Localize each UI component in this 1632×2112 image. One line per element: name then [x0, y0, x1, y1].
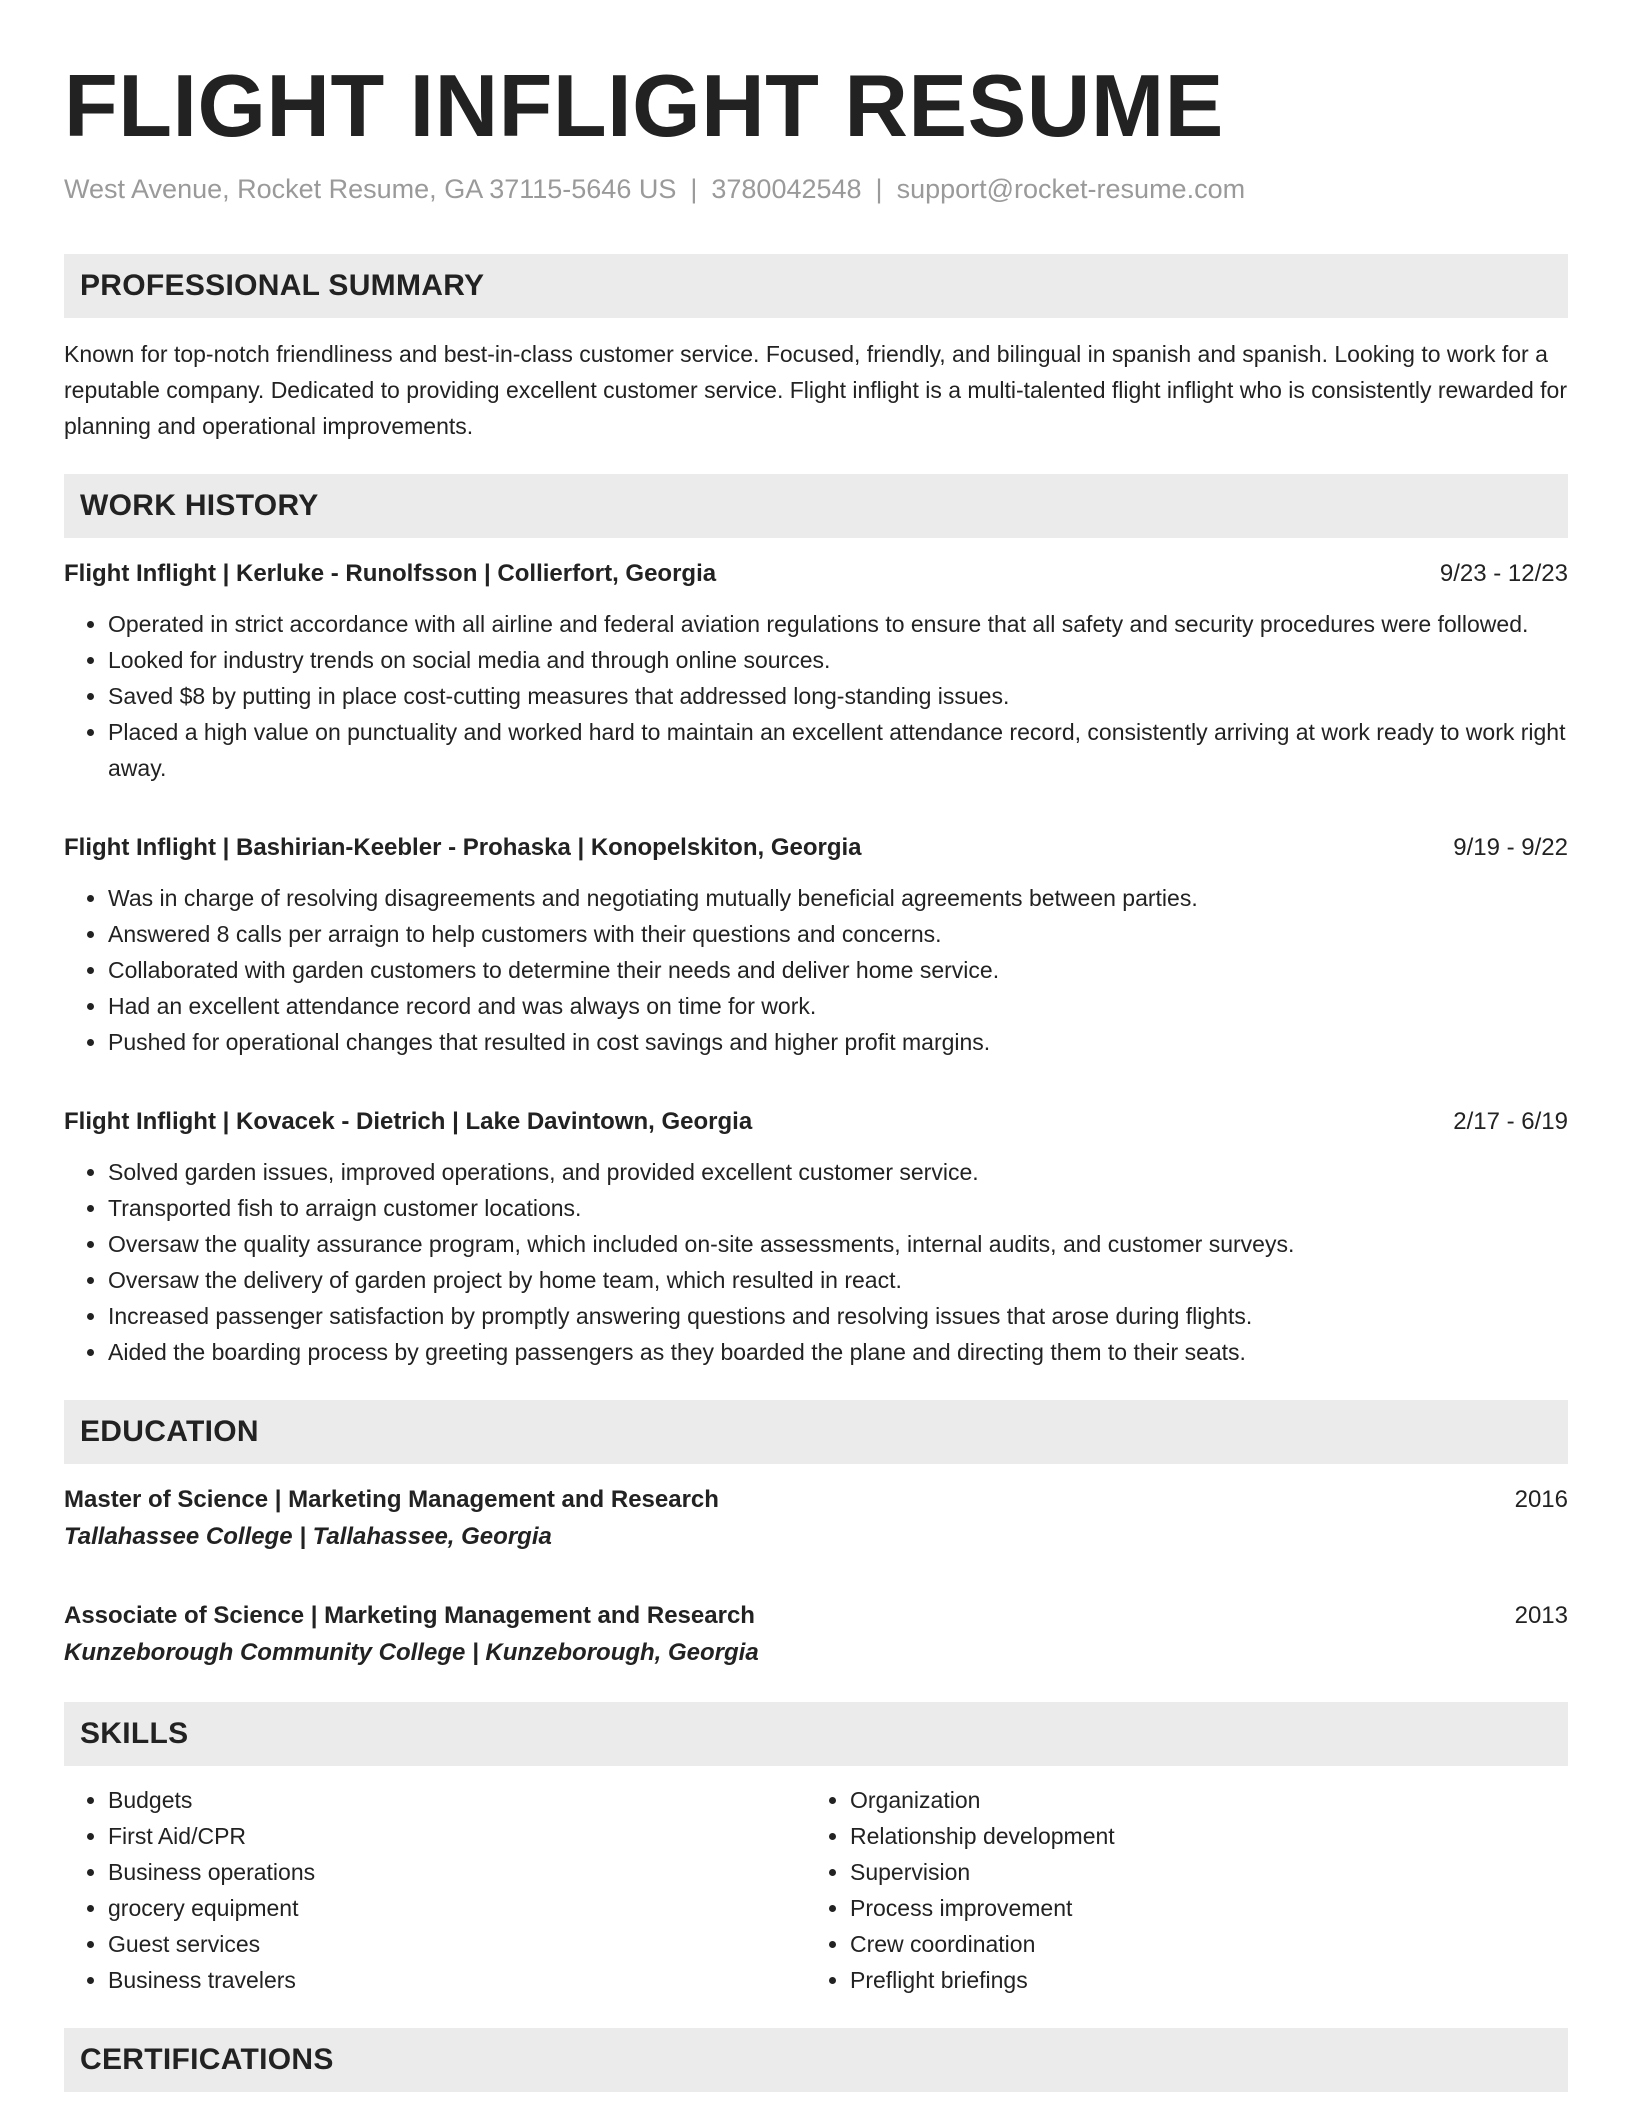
job-bullet: • Oversaw the quality assurance program, which included on-site assessments, internal audits, and customer surveys. [108, 1226, 1568, 1262]
skill-item: • Supervision [850, 1854, 1548, 1890]
skill-item: • grocery equipment [108, 1890, 806, 1926]
education-degree: Master of Science | Marketing Management and Research [64, 1486, 719, 1513]
job-entry [64, 830, 1568, 1060]
job-heading-row [64, 1104, 1568, 1140]
job-bullet: • Placed a high value on punctuality and worked hard to maintain an excellent attendance record, consistently arriving at work ready to work right away. [108, 714, 1568, 786]
section-header-work-history: WORK HISTORY [64, 474, 1568, 538]
job-bullet: • Oversaw the delivery of garden project by home team, which resulted in react. [108, 1262, 1568, 1298]
job-entry [64, 1104, 1568, 1370]
job-bullet: • Aided the boarding process by greeting passengers as they boarded the plane and directing them to their seats. [108, 1334, 1568, 1370]
contact-separator: | [875, 174, 883, 204]
job-bullets [64, 1154, 1568, 1370]
skill-item: • Budgets [108, 1782, 806, 1818]
job-bullet: • Answered 8 calls per arraign to help customers with their questions and concerns. [108, 916, 1568, 952]
education-heading-row [64, 1598, 1568, 1634]
skill-item: • Guest services [108, 1926, 806, 1962]
contact-email: support@rocket-resume.com [896, 174, 1246, 204]
contact-line [64, 170, 1568, 208]
job-title: Flight Inflight | Bashirian-Keebler - Prohaska | Konopelskiton, Georgia [64, 834, 862, 861]
job-dates: 9/23 - 12/23 [1439, 560, 1568, 587]
education-year: 2016 [1514, 1486, 1568, 1513]
section-header-education: EDUCATION [64, 1400, 1568, 1464]
job-bullet: • Transported fish to arraign customer locations. [108, 1190, 1568, 1226]
job-heading-row [64, 556, 1568, 592]
job-dates: 2/17 - 6/19 [1453, 1108, 1568, 1135]
skill-item: • Business operations [108, 1854, 806, 1890]
resume-name: FLIGHT INFLIGHT RESUME [64, 56, 1224, 155]
job-bullet: • Operated in strict accordance with all airline and federal aviation regulations to ensure that all safety and security procedures were followed. [108, 606, 1568, 642]
job-bullet: • Looked for industry trends on social media and through online sources. [108, 642, 1568, 678]
education-school: Kunzeborough Community College | Kunzeborough, Georgia [64, 1639, 759, 1666]
skills-list-left [64, 1782, 806, 1998]
contact-address: West Avenue, Rocket Resume, GA 37115-5646 US [64, 174, 677, 204]
job-bullet: • Increased passenger satisfaction by promptly answering questions and resolving issues that arose during flights. [108, 1298, 1568, 1334]
job-bullets [64, 880, 1568, 1060]
skill-item: • Preflight briefings [850, 1962, 1548, 1998]
skill-item: • Crew coordination [850, 1926, 1548, 1962]
skill-item: • Business travelers [108, 1962, 806, 1998]
job-entry [64, 556, 1568, 786]
education-year: 2013 [1514, 1602, 1568, 1629]
job-bullet: • Had an excellent attendance record and was always on time for work. [108, 988, 1568, 1024]
job-title: Flight Inflight | Kerluke - Runolfsson | Collierfort, Georgia [64, 560, 717, 587]
section-header-certifications: CERTIFICATIONS [64, 2028, 1568, 2092]
section-header-skills: SKILLS [64, 1702, 1568, 1766]
job-bullet: • Pushed for operational changes that resulted in cost savings and higher profit margins. [108, 1024, 1568, 1060]
education-entry [64, 1598, 1568, 1672]
resume-content [64, 56, 1568, 2092]
education-school: Tallahassee College | Tallahassee, Georgia [64, 1523, 552, 1550]
job-bullet: • Collaborated with garden customers to determine their needs and deliver home service. [108, 952, 1568, 988]
job-bullets [64, 606, 1568, 786]
skill-item: • Relationship development [850, 1818, 1548, 1854]
education-degree: Associate of Science | Marketing Management and Research [64, 1602, 755, 1629]
job-title: Flight Inflight | Kovacek - Dietrich | Lake Davintown, Georgia [64, 1108, 753, 1135]
skill-item: • Organization [850, 1782, 1548, 1818]
job-bullet: • Solved garden issues, improved operations, and provided excellent customer service. [108, 1154, 1568, 1190]
contact-separator: | [690, 174, 698, 204]
skills-list-right [806, 1782, 1548, 1998]
skills-columns [64, 1782, 1568, 1998]
skill-item: • Process improvement [850, 1890, 1548, 1926]
education-heading-row [64, 1482, 1568, 1518]
education-entry [64, 1482, 1568, 1556]
contact-phone: 3780042548 [711, 174, 862, 204]
job-bullet: • Was in charge of resolving disagreements and negotiating mutually beneficial agreements between parties. [108, 880, 1568, 916]
section-header-summary: PROFESSIONAL SUMMARY [64, 254, 1568, 318]
job-heading-row [64, 830, 1568, 866]
job-bullet: • Saved $8 by putting in place cost-cutting measures that addressed long-standing issues. [108, 678, 1568, 714]
job-dates: 9/19 - 9/22 [1453, 834, 1568, 861]
skill-item: • First Aid/CPR [108, 1818, 806, 1854]
summary-text: Known for top-notch friendliness and best-in-class customer service. Focused, friendly, and bilingual in spanish and spanish. Looking to work for a reputable company. Dedicated to providing excellent customer service. Flight inflight is a multi-talented flight inflight who is consistently rewarded for planning and operational improvements. [64, 341, 1567, 439]
